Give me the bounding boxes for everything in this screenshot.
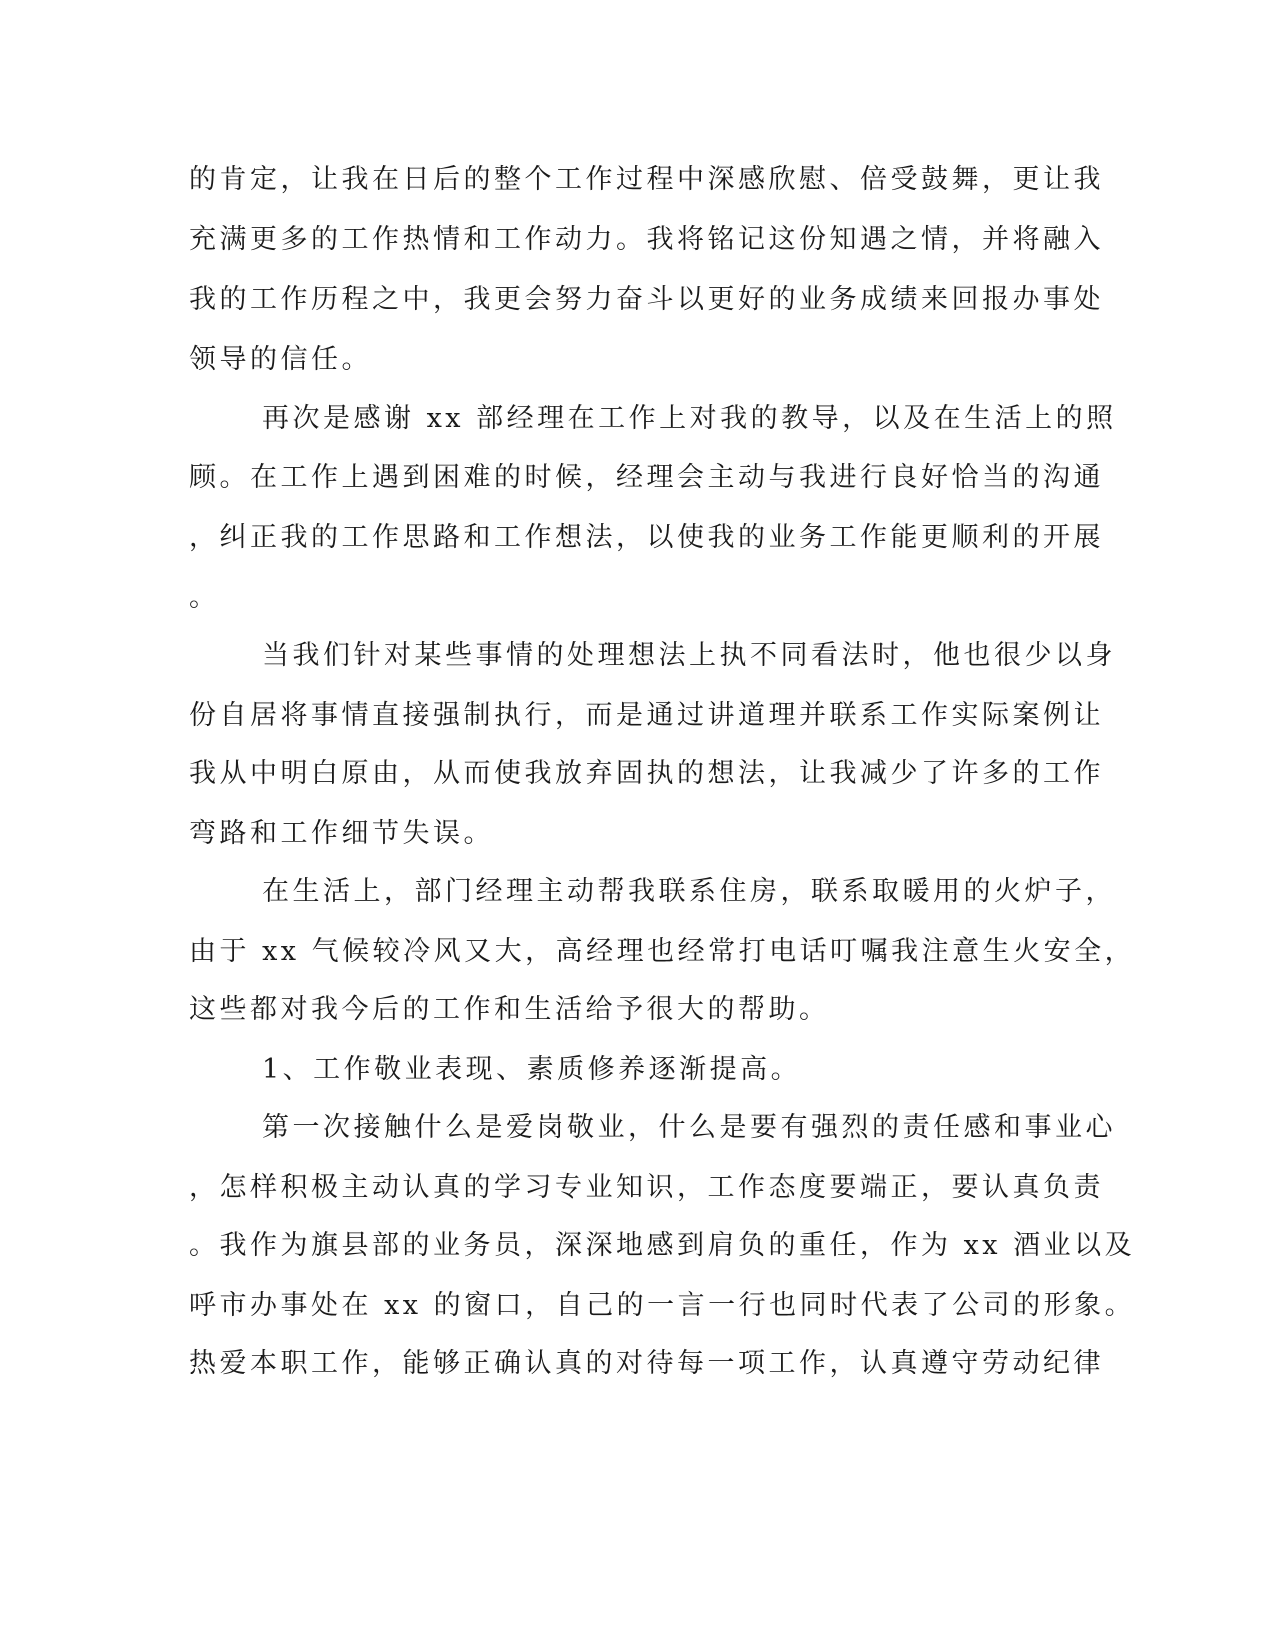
- text-line: 。: [189, 582, 220, 613]
- text-line: 领导的信任。: [189, 344, 372, 375]
- text-line: 充满更多的工作热情和工作动力。我将铭记这份知遇之情，并将融入: [189, 224, 1104, 255]
- text-line: 当我们针对某些事情的处理想法上执不同看法时，他也很少以身: [262, 640, 1116, 671]
- text-line: 第一次接触什么是爱岗敬业，什么是要有强烈的责任感和事业心: [262, 1112, 1116, 1143]
- text-line: 在生活上，部门经理主动帮我联系住房，联系取暖用的火炉子，: [262, 876, 1116, 907]
- text-line: 份自居将事情直接强制执行，而是通过讲道理并联系工作实际案例让: [189, 700, 1104, 731]
- text-line: 我的工作历程之中，我更会努力奋斗以更好的业务成绩来回报办事处: [189, 284, 1104, 315]
- text-line: 弯路和工作细节失误。: [189, 818, 494, 849]
- text-line: 由于 xx 气候较冷风又大，高经理也经常打电话叮嘱我注意生火安全，: [189, 936, 1136, 967]
- text-line: 再次是感谢 xx 部经理在工作上对我的教导，以及在生活上的照: [262, 403, 1117, 434]
- text-line: 1、工作敬业表现、素质修养逐渐提高。: [262, 1054, 802, 1085]
- text-line: 呼市办事处在 xx 的窗口，自己的一言一行也同时代表了公司的形象。: [189, 1290, 1136, 1321]
- text-line: 热爱本职工作，能够正确认真的对待每一项工作，认真遵守劳动纪律: [189, 1348, 1104, 1379]
- text-line: 我从中明白原由，从而使我放弃固执的想法，让我减少了许多的工作: [189, 758, 1104, 789]
- text-line: ，纠正我的工作思路和工作想法，以使我的业务工作能更顺利的开展: [189, 522, 1104, 553]
- text-line: ，怎样积极主动认真的学习专业知识，工作态度要端正，要认真负责: [189, 1172, 1104, 1203]
- text-line: 顾。在工作上遇到困难的时候，经理会主动与我进行良好恰当的沟通: [189, 462, 1104, 493]
- text-line: 。我作为旗县部的业务员，深深地感到肩负的重任，作为 xx 酒业以及: [189, 1230, 1136, 1261]
- text-line: 这些都对我今后的工作和生活给予很大的帮助。: [189, 994, 830, 1025]
- text-line: 的肯定，让我在日后的整个工作过程中深感欣慰、倍受鼓舞，更让我: [189, 164, 1104, 195]
